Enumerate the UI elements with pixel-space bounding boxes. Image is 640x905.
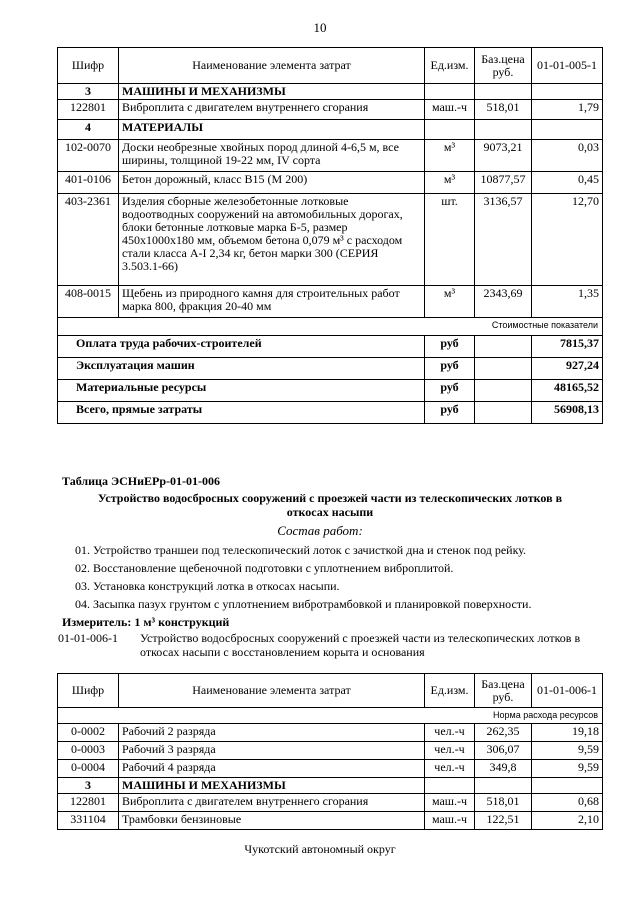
row-unit: маш.-ч [425,100,475,120]
footer-region: Чукотский автономный округ [244,842,396,856]
total-label: Материальные ресурсы [58,380,425,402]
row-name: Трамбовки бензиновые [119,812,425,830]
row-name: Рабочий 3 разряда [119,742,425,760]
row-unit: м³ [425,140,475,172]
section-title: МАШИНЫ И МЕХАНИЗМЫ [119,84,425,100]
work-item: 02. Восстановление щебеночной подготовки с уплотнением виброплитой. [75,561,454,575]
section-number: 3 [58,778,119,794]
row-unit: маш.-ч [425,794,475,812]
row-name: Щебень из природного камня для строительных работ марка 800, фракция 20-40 мм [119,286,425,318]
header-unit: Ед.изм. [425,674,475,708]
row-price: 306,07 [475,742,532,760]
row-name: Бетон дорожный, класс В15 (М 200) [119,172,425,194]
resource-table-2 [57,673,603,830]
section-heading: Устройство водосбросных сооружений с проезжей части из телескопических лотков в откосах насыпи [97,491,563,519]
row-value: 1,35 [532,286,603,318]
total-value: 56908,13 [532,402,603,424]
row-price: 2343,69 [475,286,532,318]
row-code: 401-0106 [58,172,119,194]
row-code: 0-0003 [58,742,119,760]
work-item: 03. Установка конструкций лотка в откосах насыпи. [75,579,340,593]
header-unit: Ед.изм. [425,48,475,84]
total-unit: руб [425,358,475,380]
norm-label: Норма расхода ресурсов [58,708,603,724]
row-price: 9073,21 [475,140,532,172]
header-code: Шифр [58,48,119,84]
row-price: 518,01 [475,794,532,812]
total-label: Всего, прямые затраты [58,402,425,424]
item-desc: Устройство водосбросных сооружений с проезжей части из телескопических лотков в откосах насыпи с восстановлением корыта и основания [140,631,581,659]
total-value: 48165,52 [532,380,603,402]
row-value: 0,03 [532,140,603,172]
row-code: 408-0015 [58,286,119,318]
section-number: 3 [58,84,119,100]
row-name: Рабочий 2 разряда [119,724,425,742]
row-code: 331104 [58,812,119,830]
row-unit: чел.-ч [425,742,475,760]
row-value: 0,45 [532,172,603,194]
row-unit: чел.-ч [425,760,475,778]
measure-unit: Измеритель: 1 м³ конструкций [62,615,230,629]
table-title: Таблица ЭСНиЕРр-01-01-006 [62,474,221,488]
row-unit: шт. [425,194,475,286]
row-code: 0-0004 [58,760,119,778]
total-unit: руб [425,336,475,358]
row-value: 0,68 [532,794,603,812]
row-unit: м³ [425,286,475,318]
row-value: 9,59 [532,742,603,760]
work-item: 01. Устройство траншеи под телескопический лоток с зачисткой дна и стенок под рейку. [75,543,527,557]
row-code: 122801 [58,100,119,120]
row-price: 3136,57 [475,194,532,286]
row-price: 349,8 [475,760,532,778]
row-name: Рабочий 4 разряда [119,760,425,778]
header-name: Наименование элемента затрат [119,48,425,84]
row-unit: м³ [425,172,475,194]
row-value: 9,59 [532,760,603,778]
header-code: Шифр [58,674,119,708]
row-unit: маш.-ч [425,812,475,830]
row-value: 19,18 [532,724,603,742]
row-value: 1,79 [532,100,603,120]
total-value: 7815,37 [532,336,603,358]
total-unit: руб [425,380,475,402]
row-price: 518,01 [475,100,532,120]
total-value: 927,24 [532,358,603,380]
row-code: 122801 [58,794,119,812]
section-number: 4 [58,120,119,140]
row-value: 12,70 [532,194,603,286]
row-name: Виброплита с двигателем внутреннего сгорания [119,794,425,812]
row-code: 403-2361 [58,194,119,286]
header-price: Баз.цена руб. [475,48,532,84]
row-name: Виброплита с двигателем внутреннего сгорания [119,100,425,120]
header-value: 01-01-006-1 [532,674,603,708]
cost-indicators-label: Стоимостные показатели [58,318,603,336]
row-name: Изделия сборные железобетонные лотковые водоотводных сооружений на автомобильных дорогах, блоки бетонные лотковые марка Б-5, размер 450х1000х180 мм, объемом бетона 0,079 м³ с расходом стали класса А-I 2,34 кг, бетон марки 300 (СЕРИЯ 3.503.1-66) [119,194,425,286]
row-price: 122,51 [475,812,532,830]
page-number: 10 [313,20,327,35]
section-title: МАШИНЫ И МЕХАНИЗМЫ [119,778,425,794]
row-name: Доски необрезные хвойных пород длиной 4-6,5 м, все ширины, толщиной 19-22 мм, IV сорта [119,140,425,172]
row-value: 2,10 [532,812,603,830]
row-price: 10877,57 [475,172,532,194]
total-label: Оплата труда рабочих-строителей [58,336,425,358]
header-name: Наименование элемента затрат [119,674,425,708]
item-description [58,631,618,659]
row-code: 0-0002 [58,724,119,742]
resource-table-1 [57,47,603,424]
composition-title: Состав работ: [277,523,363,538]
total-label: Эксплуатация машин [58,358,425,380]
row-code: 102-0070 [58,140,119,172]
section-title: МАТЕРИАЛЫ [119,120,425,140]
header-price: Баз.цена руб. [475,674,532,708]
total-unit: руб [425,402,475,424]
header-value: 01-01-005-1 [532,48,603,84]
row-unit: чел.-ч [425,724,475,742]
row-price: 262,35 [475,724,532,742]
item-code: 01-01-006-1 [58,631,118,645]
work-item: 04. Засыпка пазух грунтом с уплотнением вибротрамбовкой и планировкой поверхности. [75,597,532,611]
